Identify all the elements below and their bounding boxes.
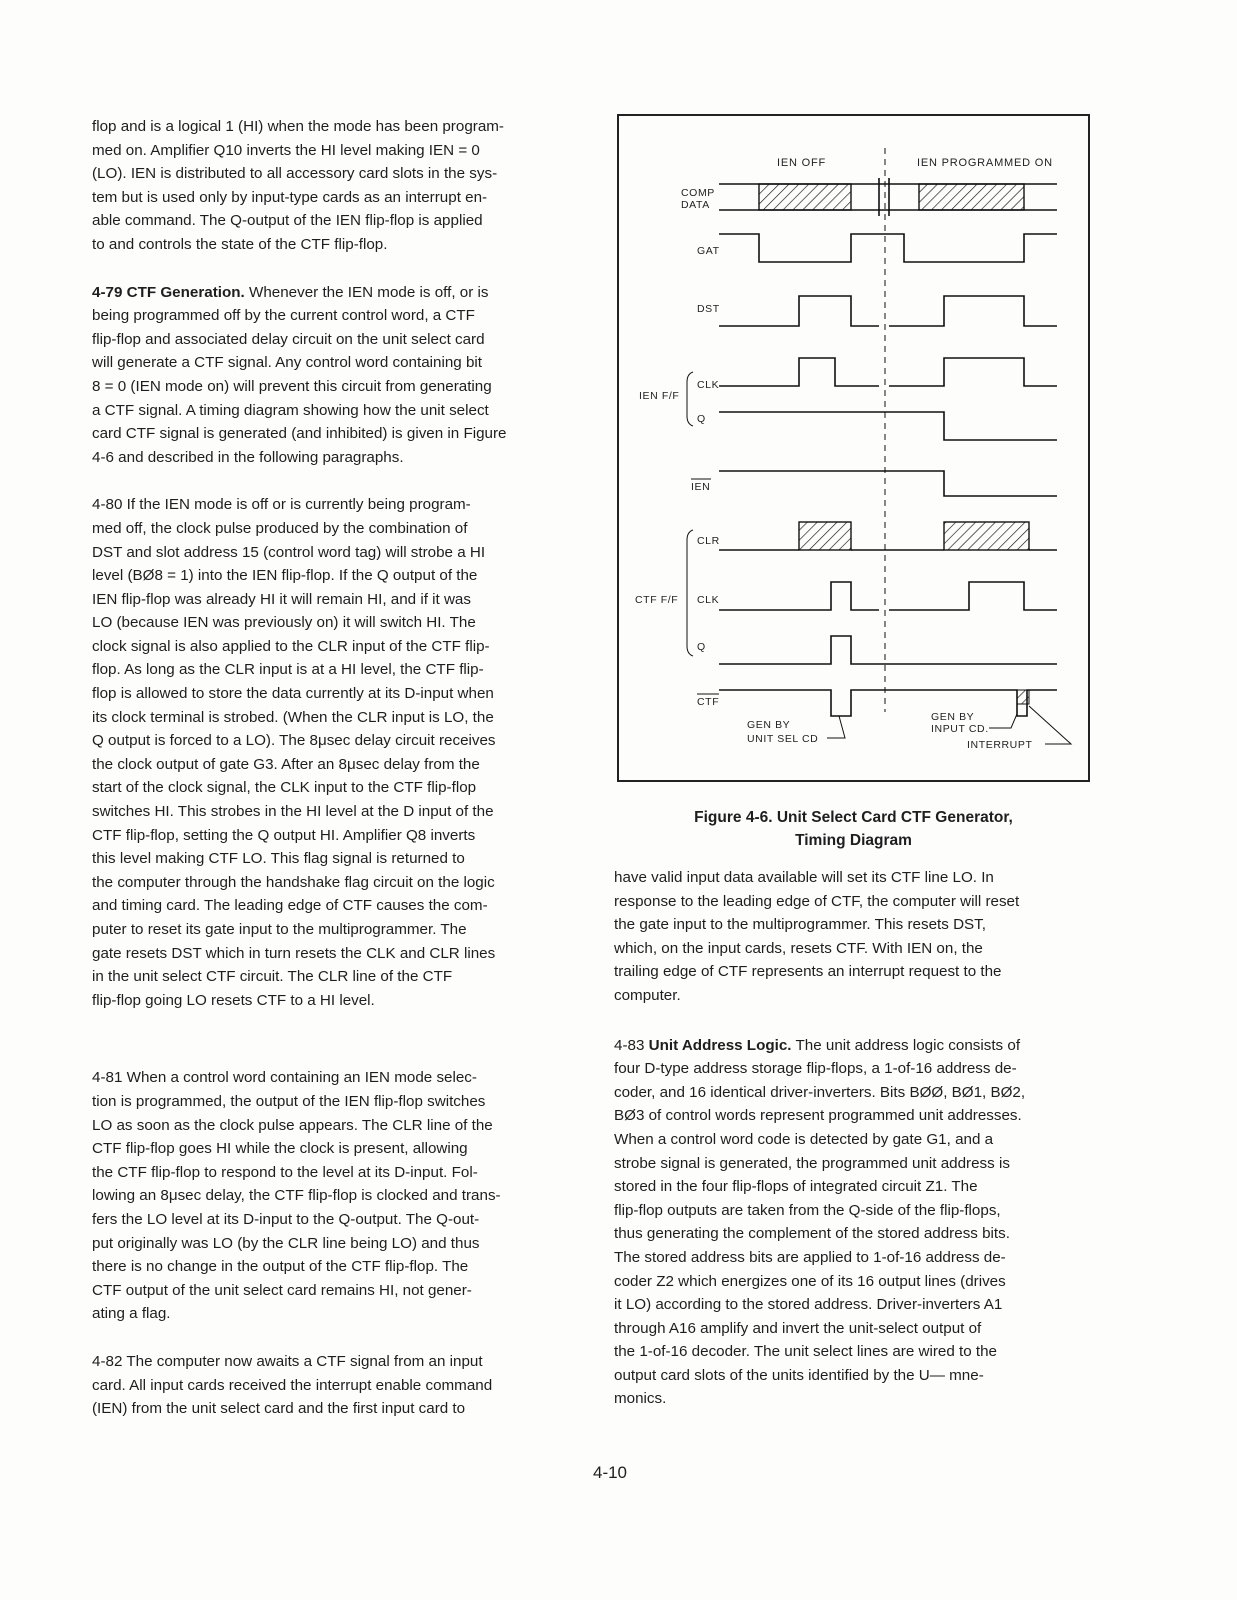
- text-line: monics.: [614, 1390, 667, 1408]
- text-line: switches HI. This strobes in the HI level at the D input of the: [92, 803, 494, 821]
- text-line: DST and slot address 15 (control word tag) will strobe a HI: [92, 543, 486, 561]
- text-line: 4-6 and described in the following paragraphs.: [92, 448, 404, 466]
- text-line: strobe signal is generated, the programmed unit address is: [614, 1154, 1010, 1172]
- text-line: through A16 amplify and invert the unit-select output of: [614, 1319, 982, 1337]
- paragraph-4-80: [92, 493, 590, 1012]
- label-ctf-bar: CTF: [697, 696, 720, 708]
- arrow-interrupt: [1029, 706, 1071, 744]
- text-line: have valid input data available will set its CTF line LO. In: [614, 869, 994, 886]
- text-line: card CTF signal is generated (and inhibited) is given in Figure: [92, 425, 507, 443]
- text-line: puter to reset its gate input to the multiprogrammer. The: [92, 921, 467, 938]
- text-line: When a control word code is detected by gate G1, and a: [614, 1130, 994, 1148]
- text-line: a CTF signal. A timing diagram showing how the unit select: [92, 401, 489, 419]
- text-line: (IEN) from the unit select card and the first input card to: [92, 1400, 466, 1418]
- text-line: four D-type address storage flip-flops, a 1-of-16 address de-: [614, 1060, 1017, 1078]
- text-line: med on. Amplifier Q10 inverts the HI level making IEN = 0: [92, 141, 480, 159]
- text-line: LO (because IEN was previously on) it will switch HI. The: [92, 614, 476, 632]
- text-line: tem but is used only by input-type cards as an interrupt en-: [92, 188, 488, 206]
- text-line: there is no change in the output of the CTF flip-flop. The: [92, 1258, 469, 1276]
- text-line: start of the clock signal, the CLK input to the CTF flip-flop: [92, 779, 477, 797]
- text-line: 4-82 The computer now awaits a CTF signal from an input: [92, 1352, 483, 1370]
- figure-caption: [617, 806, 1090, 852]
- text-line: flop and is a logical 1 (HI) when the mode has been program-: [92, 118, 504, 135]
- text-line: (LO). IEN is distributed to all accessory card slots in the sys-: [92, 165, 498, 183]
- section-heading-ctf-generation: 4-79 CTF Generation.: [92, 283, 245, 301]
- label-ctf-ff-clr: CLR: [697, 535, 720, 547]
- left-column: [92, 115, 590, 1421]
- text-line: CTF flip-flop, setting the Q output HI. Amplifier Q8 inverts: [92, 826, 476, 844]
- waveform-dst: [719, 296, 1057, 326]
- text-line: the 1-of-16 decoder. The unit select lines are wired to the: [614, 1343, 998, 1361]
- text-line: 4-80 If the IEN mode is off or is currently being program-: [92, 496, 471, 514]
- text-line: able command. The Q-output of the IEN flip-flop is applied: [92, 212, 483, 230]
- annotation-unit-sel-cd: UNIT SEL CD: [747, 733, 819, 745]
- text-line: flop is allowed to store the data currently at its D-input when: [92, 685, 494, 703]
- text-line: med off, the clock pulse produced by the combination of: [92, 519, 468, 537]
- section-heading-unit-address-logic: Unit Address Logic.: [648, 1036, 792, 1054]
- text-line: level (BØ8 = 1) into the IEN flip-flop. If the Q output of the: [92, 567, 478, 585]
- label-dst: DST: [697, 303, 720, 315]
- waveform-gat: [719, 234, 1057, 262]
- text-line: CTF flip-flop goes HI while the clock is present, allowing: [92, 1140, 468, 1158]
- caption-line: Timing Diagram: [795, 832, 912, 849]
- label-ien-ff: IEN F/F: [639, 390, 680, 402]
- text-line: computer.: [614, 986, 681, 1004]
- text-line: put originally was LO (by the CLR line being LO) and thus: [92, 1234, 480, 1252]
- text-line: gate resets DST which in turn resets the CLK and CLR lines: [92, 944, 496, 962]
- text-line: flop. As long as the CLR input is at a HI level, the CTF flip-: [92, 661, 484, 679]
- text-line: CTF output of the unit select card remains HI, not gener-: [92, 1281, 472, 1299]
- annotation-interrupt: INTERRUPT: [967, 739, 1033, 751]
- waveform-ctf-ff-q: [719, 636, 1057, 664]
- annotation-gen-by-input: GEN BY: [931, 711, 975, 723]
- text-line: its clock terminal is strobed. (When the CLR input is LO, the: [92, 708, 494, 726]
- text-line: this level making CTF LO. This flag signal is returned to: [92, 850, 465, 868]
- text-line: IEN flip-flop was already HI it will remain HI, and if it was: [92, 590, 471, 608]
- label-ien-ff-clk: CLK: [697, 379, 720, 391]
- paragraph-4-83: [614, 1034, 1104, 1412]
- text-line: flip-flop outputs are taken from the Q-side of the flip-flops,: [614, 1201, 1001, 1219]
- text-line: fers the LO level at its D-input to the Q-output. The Q-out-: [92, 1210, 480, 1228]
- waveform-ien-ff-clk: [719, 358, 1057, 386]
- paragraph-4-82: [92, 1350, 590, 1421]
- text-line: the computer through the handshake flag circuit on the logic: [92, 873, 495, 891]
- arrow-input-cd: [989, 714, 1017, 728]
- text-line: flip-flop going LO resets CTF to a HI level.: [92, 991, 375, 1009]
- paragraph-4-81: [92, 1066, 590, 1326]
- text-line: being programmed off by the current control word, a CTF: [92, 307, 475, 325]
- text-line: response to the leading edge of CTF, the computer will reset: [614, 892, 1020, 910]
- text-line: output card slots of the units identified by the U— mne-: [614, 1366, 984, 1384]
- text-line: thus generating the complement of the stored address bits.: [614, 1225, 1010, 1243]
- label-ien-ff-q: Q: [697, 413, 706, 425]
- text-line: the clock output of gate G3. After an 8μsec delay from the: [92, 755, 480, 773]
- text-line: tion is programmed, the output of the IEN flip-flop switches: [92, 1092, 486, 1110]
- paragraph-4-82-continued: [614, 866, 1104, 1008]
- header-ien-programmed-on: IEN PROGRAMMED ON: [917, 157, 1053, 169]
- text-line: to and controls the state of the CTF flip-flop.: [92, 235, 388, 253]
- text-line: the CTF flip-flop to respond to the level at its D-input. Fol-: [92, 1163, 478, 1181]
- text-line: in the unit select CTF circuit. The CLR line of the CTF: [92, 968, 453, 986]
- text-line: card. All input cards received the interrupt enable command: [92, 1376, 493, 1394]
- text-line: stored in the four flip-flops of integrated circuit Z1. The: [614, 1178, 978, 1196]
- waveform-ien-ff-q: [719, 412, 1057, 440]
- paragraph-ien-intro: [92, 115, 590, 257]
- text-line: and timing card. The leading edge of CTF causes the com-: [92, 897, 488, 915]
- text-line: coder Z2 which energizes one of its 16 output lines (drives: [614, 1272, 1006, 1290]
- text-line: LO as soon as the clock pulse appears. The CLR line of the: [92, 1116, 493, 1134]
- bracket-ien-ff: [687, 372, 693, 426]
- label-comp: COMP: [681, 187, 715, 199]
- timing-diagram-figure: [617, 114, 1090, 782]
- text-line: it LO) according to the stored address. Driver-inverters A1: [614, 1296, 1003, 1314]
- label-gat: GAT: [697, 245, 720, 257]
- label-ctf-ff-q: Q: [697, 641, 706, 653]
- waveform-ctf-ff-clr: [719, 522, 1057, 550]
- text-line: clock signal is also applied to the CLR input of the CTF flip-: [92, 637, 490, 655]
- page-number: 4-10: [592, 1463, 628, 1482]
- ctf-interrupt-mark: [1017, 690, 1029, 704]
- text-line: ating a flag.: [92, 1305, 171, 1323]
- arrow-unit-sel-cd: [827, 716, 845, 738]
- waveform-comp-data: [719, 178, 1057, 216]
- label-ien-bar: IEN: [691, 481, 711, 493]
- caption-line: Figure 4-6. Unit Select Card CTF Generator,: [694, 809, 1013, 826]
- waveform-ctf-ff-clk: [719, 582, 1057, 610]
- text-line: coder, and 16 identical driver-inverters. Bits BØØ, BØ1, BØ2,: [614, 1083, 1026, 1101]
- text-line: which, on the input cards, resets CTF. With IEN on, the: [614, 939, 983, 957]
- text-line: Whenever the IEN mode is off, or is: [249, 283, 489, 301]
- label-data: DATA: [681, 199, 710, 211]
- text-line: Q output is forced to a LO). The 8μsec delay circuit receives: [92, 732, 496, 750]
- header-ien-off: IEN OFF: [777, 157, 826, 169]
- text-line: The unit address logic consists of: [795, 1036, 1021, 1054]
- text-line: trailing edge of CTF represents an interrupt request to the: [614, 963, 1002, 981]
- text-line: the gate input to the multiprogrammer. This resets DST,: [614, 916, 986, 934]
- text-line: 8 = 0 (IEN mode on) will prevent this circuit from generating: [92, 377, 492, 395]
- text-line: will generate a CTF signal. Any control word containing bit: [92, 354, 483, 372]
- text-line: flip-flop and associated delay circuit on the unit select card: [92, 330, 485, 348]
- text-line: The stored address bits are applied to 1-of-16 address de-: [614, 1248, 1006, 1266]
- paragraph-4-79: [92, 281, 590, 470]
- annotation-gen-by: GEN BY: [747, 719, 791, 731]
- timing-diagram: [619, 116, 1092, 784]
- section-number: 4-83: [614, 1036, 645, 1054]
- text-line: lowing an 8μsec delay, the CTF flip-flop is clocked and trans-: [92, 1187, 501, 1205]
- waveform-ctf-bar: [719, 690, 1057, 716]
- text-line: 4-81 When a control word containing an IEN mode selec-: [92, 1069, 477, 1087]
- bracket-ctf-ff: [687, 530, 693, 656]
- label-ctf-ff-clk: CLK: [697, 594, 720, 606]
- label-ctf-ff: CTF F/F: [635, 594, 679, 606]
- annotation-input-cd: INPUT CD.: [931, 723, 989, 735]
- right-column: [614, 866, 1104, 1411]
- waveform-ien-bar: [719, 471, 1057, 496]
- text-line: BØ3 of control words represent programmed unit addresses.: [614, 1107, 1022, 1125]
